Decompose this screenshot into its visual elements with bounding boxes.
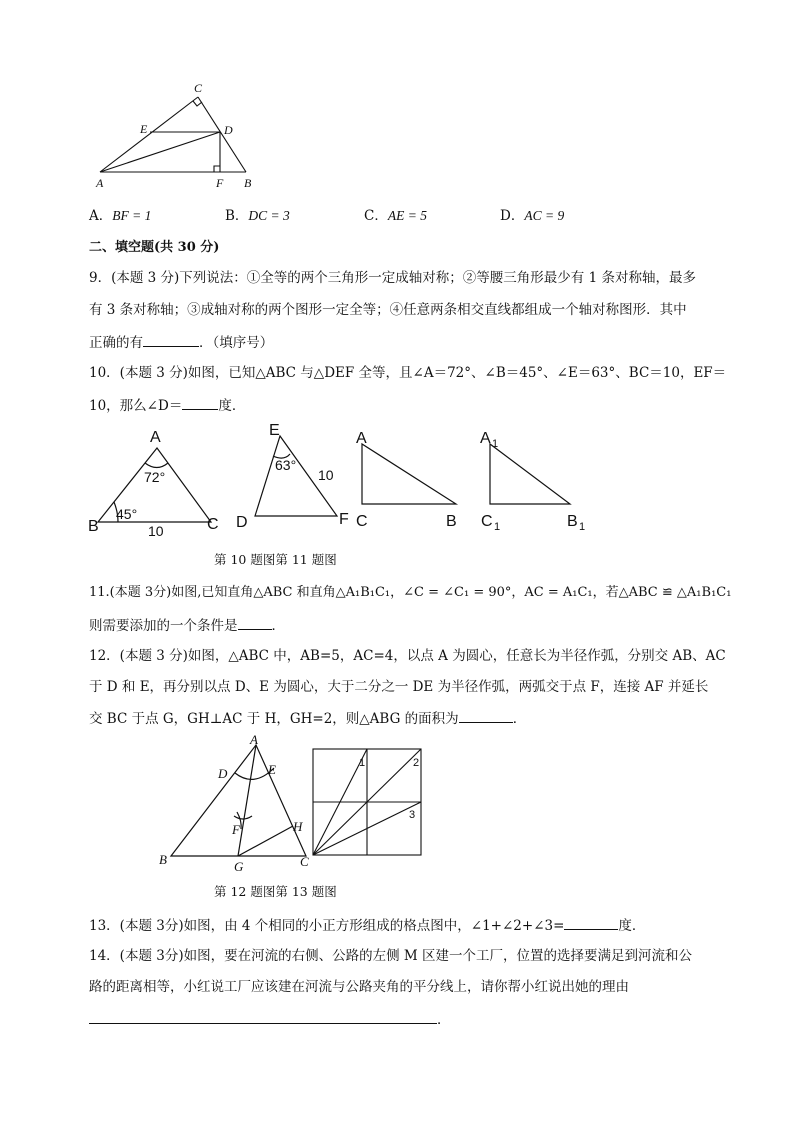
q12-fig-f: F xyxy=(232,822,240,837)
q13-text: 13．(本题 3分)如图，由 4 个相同的小正方形组成的格点图中，∠1+∠2+∠3= 度． xyxy=(89,918,646,934)
q10-fig3-c: C xyxy=(356,513,368,530)
q8-label-e: E xyxy=(140,122,148,136)
q13-grid-figure xyxy=(312,748,424,860)
q14-line3: ． xyxy=(89,1010,451,1028)
q14-line2: 路的距离相等，小红说工厂应该建在河流与公路夹角的平分线上，请你帮小红说出她的理由 xyxy=(89,979,629,995)
q12-caption: 第 12 题图第 13 题图 xyxy=(214,884,337,899)
q10-fig1-side: 10 xyxy=(148,523,164,539)
q13-angle-3: 3 xyxy=(409,809,416,821)
q10-fig1-angle-a: 72° xyxy=(144,469,166,485)
q10-fig1-a: A xyxy=(150,429,161,446)
q11-line1: 11.(本题 3分)如图,已知直角△ABC 和直角△A₁B₁C₁，∠C = ∠C₁ = 90°，AC = A₁C₁，若△ABC ≌ △A₁B₁C₁ xyxy=(89,585,732,600)
q10-fig4-a: A xyxy=(480,430,491,447)
q10-fig2-d: D xyxy=(236,514,248,531)
q8-label-b: B xyxy=(244,176,252,190)
q10-fig1-c: C xyxy=(207,516,219,533)
q10-fig3-a: A xyxy=(356,430,367,447)
q10-fig1-b: B xyxy=(88,518,99,535)
q12-line3: 交 BC 于点 G，GH⊥AC 于 H，GH=2，则△ABG 的面积为 ． xyxy=(89,711,527,727)
q10-fig2-e: E xyxy=(269,422,280,439)
q12-fig-h: H xyxy=(293,819,303,834)
q10-fig2-angle-e: 63° xyxy=(275,457,297,473)
q12-answer-blank[interactable] xyxy=(459,709,513,723)
q8-option-c[interactable]: C．AE = 5 xyxy=(364,208,427,224)
q12-fig-b: B xyxy=(159,852,167,867)
q10-fig4-b: B xyxy=(567,513,578,530)
q10-line2: 10，那么∠D＝ 度． xyxy=(89,398,246,414)
q14-line1: 14．(本题 3分)如图，要在河流的右侧、公路的左侧 M 区建一个工厂，位置的选择要满足到河流和公 xyxy=(89,948,692,964)
q13-angle-2: 2 xyxy=(413,757,420,769)
q10-fig4-b-sub: 1 xyxy=(579,521,586,533)
section-title: 二、填空题(共 30 分) xyxy=(89,240,220,255)
q8-label-c: C xyxy=(194,81,203,95)
q12-fig-d: D xyxy=(218,766,228,781)
q9-line2: 有 3 条对称轴；③成轴对称的两个图形一定全等；④任意两条相交直线都组成一个轴对称图形．其中 xyxy=(89,302,687,318)
q9-line1: 9．(本题 3 分)下列说法：①全等的两个三角形一定成轴对称；②等腰三角形最少有 1 条对称轴，最多 xyxy=(89,270,696,286)
q11-answer-blank[interactable] xyxy=(238,616,272,630)
q8-option-b[interactable]: B．DC = 3 xyxy=(225,208,290,224)
q10-fig4-c: C xyxy=(481,513,493,530)
q12-fig-e: E xyxy=(268,762,276,777)
q8-label-a: A xyxy=(96,176,104,190)
q12-fig-g: G xyxy=(234,859,244,874)
q10-fig4-c-sub: 1 xyxy=(494,521,501,533)
q8-option-d[interactable]: D．AC = 9 xyxy=(500,208,565,224)
q12-fig-c: C xyxy=(300,854,309,869)
q10-figures xyxy=(80,418,620,546)
q8-label-f: F xyxy=(216,176,224,190)
q10-fig2-side: 10 xyxy=(318,467,334,483)
q9-line3: 正确的有 ．（填序号） xyxy=(89,335,274,351)
q10-caption: 第 10 题图第 11 题图 xyxy=(214,552,337,567)
q10-fig3-b: B xyxy=(446,513,457,530)
q11-line2: 则需要添加的一个条件是 ． xyxy=(89,618,285,634)
q12-figure xyxy=(150,730,320,880)
q8-label-d: D xyxy=(224,123,233,137)
q10-fig1-angle-b: 45° xyxy=(116,506,138,522)
q10-fig2-f: F xyxy=(339,511,349,528)
q13-answer-blank[interactable] xyxy=(564,916,618,930)
q12-line1: 12．(本题 3 分)如图，△ABC 中，AB=5，AC=4，以点 A 为圆心，任意长为半径作弧，分别交 AB、AC xyxy=(89,648,726,664)
q13-angle-1: 1 xyxy=(359,757,366,769)
q10-fig4-a-sub: 1 xyxy=(492,438,499,450)
q8-option-a[interactable]: A．BF = 1 xyxy=(89,208,152,224)
q12-line2: 于 D 和 E，再分别以点 D、E 为圆心，大于二分之一 DE 为半径作弧，两弧交于点 F，连接 AF 并延长 xyxy=(89,679,709,695)
q8-figure xyxy=(90,80,270,195)
q9-answer-blank[interactable] xyxy=(143,333,199,347)
q14-answer-blank[interactable] xyxy=(89,1010,437,1024)
q12-fig-a: A xyxy=(250,732,258,747)
q10-line1: 10．(本题 3 分)如图，已知△ABC 与△DEF 全等，且∠A＝72°、∠B＝45°、∠E＝63°、BC＝10，EF＝ xyxy=(89,365,727,381)
q10-answer-blank[interactable] xyxy=(182,396,218,410)
